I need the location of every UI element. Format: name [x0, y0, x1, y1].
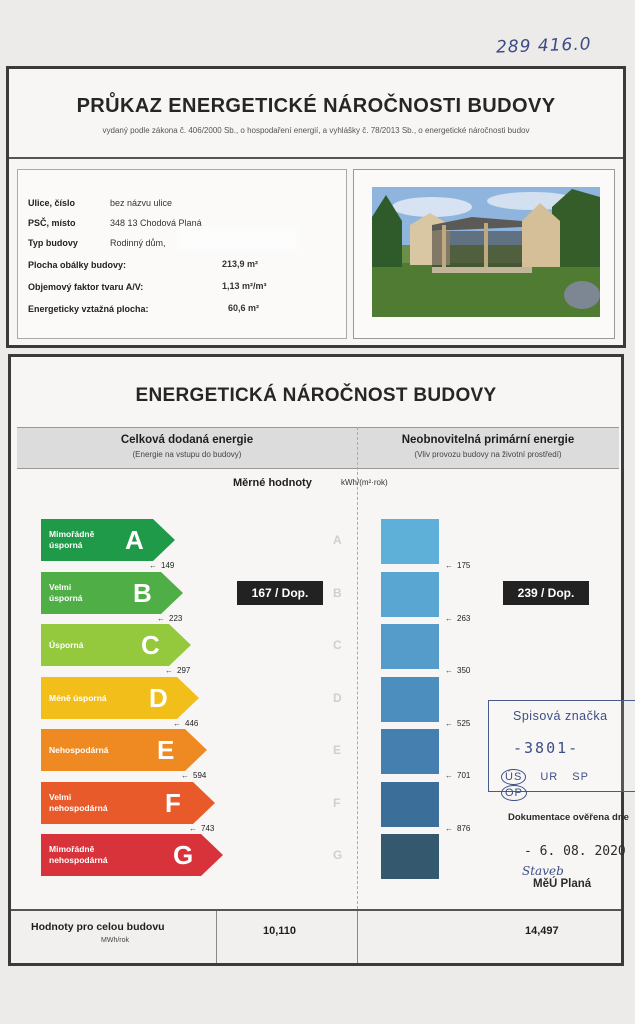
class-threshold-delivered: [157, 614, 182, 623]
stamp-codes: [501, 769, 635, 801]
primary-energy-bar: [381, 572, 439, 617]
class-label: úsporná: [49, 592, 83, 603]
document-subtitle: vydaný podle zákona č. 406/2000 Sb., o hospodaření energií, a vyhlášky č. 78/2013 Sb., o energetické náročnosti budov: [102, 126, 530, 135]
class-letter: D: [149, 682, 168, 713]
threshold-value: 263: [457, 613, 471, 623]
stamp-code: OP: [501, 785, 527, 801]
primary-energy-bar: [381, 834, 439, 879]
office-name: MěÚ Planá: [533, 878, 592, 890]
house-illustration: [372, 187, 600, 317]
threshold-value: 446: [185, 718, 199, 728]
totals-separator: [216, 911, 217, 963]
delivered-energy-indicator: 167 / Dop.: [237, 581, 323, 605]
info-value-envelope: 213,9 m²: [222, 259, 259, 269]
arrow-left-icon: ←: [157, 613, 165, 623]
divider: [9, 157, 623, 159]
info-label-type: Typ budovy: [28, 238, 78, 248]
threshold-value: 297: [177, 666, 191, 675]
arrow-left-icon: ←: [189, 823, 197, 833]
info-label-zip: PSČ, místo: [28, 218, 76, 228]
arrow-left-icon: ←: [445, 771, 453, 780]
class-threshold-primary: [445, 824, 470, 833]
class-threshold-primary: [445, 719, 470, 728]
class-threshold-primary: [445, 561, 470, 570]
threshold-value: 223: [169, 613, 183, 623]
info-label-shape-factor: Objemový faktor tvaru A/V:: [28, 282, 144, 292]
totals-label: Hodnoty pro celou budovu: [31, 921, 165, 933]
info-label-area: Energeticky vztažná plocha:: [28, 304, 149, 314]
class-label: Mimořádně: [49, 844, 95, 854]
ghost-class-letter: D: [333, 690, 342, 705]
class-letter: A: [125, 525, 144, 555]
info-value-street: bez názvu ulice: [110, 198, 173, 208]
class-threshold-delivered: [181, 771, 206, 780]
stamp-title: Spisová značka: [513, 709, 608, 723]
info-value-area: 60,6 m²: [228, 303, 260, 313]
primary-energy-indicator: 239 / Dop.: [503, 581, 589, 605]
class-threshold-delivered: [173, 719, 198, 728]
class-label: Mimořádně: [49, 529, 95, 539]
primary-energy-bar: [381, 519, 439, 564]
building-photo-frame: [353, 169, 615, 339]
energy-class-f: [41, 782, 215, 824]
totals-row: [11, 909, 621, 963]
class-threshold-delivered: [189, 824, 214, 833]
arrow-left-icon: ←: [181, 771, 189, 780]
header-box: [6, 66, 626, 348]
class-letter: C: [141, 630, 160, 660]
verification-date: - 6. 08. 2020: [524, 844, 626, 859]
document-title: PRŮKAZ ENERGETICKÉ NÁROČNOSTI BUDOVY: [76, 95, 556, 117]
threshold-value: 701: [457, 771, 471, 780]
threshold-value: 175: [457, 561, 471, 570]
class-letter: B: [133, 577, 152, 608]
handwritten-number: 289 416.0: [495, 34, 592, 58]
energy-class-e: [41, 729, 207, 771]
specific-values-label: Měrné hodnoty: [233, 477, 312, 489]
energy-class-d: [41, 677, 199, 719]
arrow-left-icon: ←: [445, 613, 453, 623]
ghost-class-letter: A: [333, 533, 342, 547]
class-label: Úsporná: [49, 640, 84, 650]
stamp-code: ÚS: [501, 769, 526, 785]
left-column-title: Celková dodaná energie: [120, 434, 254, 446]
total-primary-value: 14,497: [525, 925, 559, 937]
info-label-street: Ulice, číslo: [28, 198, 76, 208]
stamp-reference: -3801-: [513, 739, 580, 757]
redaction-blur: [178, 228, 298, 250]
stamp-code: UR: [540, 771, 559, 783]
info-value-shape-factor: 1,13 m²/m³: [222, 281, 267, 291]
ghost-class-letter: E: [333, 743, 342, 757]
class-threshold-primary: [445, 771, 470, 780]
threshold-value: 876: [457, 823, 471, 833]
energy-class-a: [41, 519, 175, 561]
total-delivered-value: 10,110: [263, 925, 297, 937]
stamp-code: SP: [572, 771, 589, 783]
primary-energy-bar: [381, 677, 439, 722]
totals-separator: [357, 911, 358, 963]
energy-class-b: [41, 572, 183, 614]
arrow-left-icon: ←: [149, 561, 157, 570]
arrow-left-icon: ←: [445, 666, 453, 675]
verification-text: Dokumentace ověřena dne: [508, 812, 629, 823]
primary-energy-bar: [381, 729, 439, 774]
left-column-header: [17, 427, 357, 469]
arrow-left-icon: ←: [173, 718, 181, 728]
arrow-left-icon: ←: [165, 666, 173, 675]
primary-energy-bar: [381, 782, 439, 827]
threshold-value: 149: [161, 561, 175, 570]
right-column-title: Neobnovitelná primární energie: [401, 434, 575, 446]
right-column-header: [357, 427, 619, 469]
class-label: Méně úsporná: [49, 692, 107, 703]
threshold-value: 525: [457, 718, 471, 728]
energy-class-c: [41, 624, 191, 666]
ghost-class-letter: F: [333, 795, 341, 810]
primary-energy-bar: [381, 624, 439, 669]
arrow-left-icon: ←: [445, 823, 453, 833]
class-threshold-delivered: [165, 666, 190, 675]
class-label: úsporná: [49, 540, 83, 550]
info-label-envelope: Plocha obálky budovy:: [28, 260, 127, 270]
ghost-class-letter: B: [333, 585, 342, 600]
class-label: Velmi: [49, 581, 72, 592]
energy-class-g: [41, 834, 223, 876]
unit-label: kWh/(m²·rok): [341, 478, 388, 487]
ghost-class-letter: C: [333, 638, 342, 652]
threshold-value: 743: [201, 823, 215, 833]
section-title: ENERGETICKÁ NÁROČNOST BUDOVY: [135, 385, 497, 406]
class-letter: F: [165, 787, 181, 818]
totals-unit: MWh/rok: [101, 937, 129, 944]
class-threshold-delivered: [149, 561, 174, 570]
ghost-class-letter: G: [333, 848, 343, 862]
right-column-subtitle: (Vliv provozu budovy na životní prostředí): [414, 450, 562, 459]
building-photo: [372, 187, 600, 317]
class-label: Nehospodárná: [49, 745, 109, 755]
arrow-left-icon: ←: [445, 561, 453, 570]
column-separator: [357, 427, 358, 909]
class-threshold-primary: [445, 614, 470, 623]
class-letter: G: [173, 840, 194, 870]
class-letter: E: [157, 735, 175, 765]
handwritten-signature-text: Staveb: [522, 864, 564, 878]
info-value-zip: 348 13 Chodová Planá: [110, 218, 202, 228]
threshold-value: 594: [193, 771, 207, 780]
class-label: Velmi: [49, 791, 72, 802]
building-info-panel: [17, 169, 347, 339]
threshold-value: 350: [457, 666, 471, 675]
class-threshold-primary: [445, 666, 470, 675]
info-value-type: Rodinný dům,: [110, 238, 166, 248]
office-stamp: [488, 700, 635, 799]
class-label: nehospodárná: [49, 855, 108, 865]
class-label: nehospodárná: [49, 802, 108, 813]
left-column-subtitle: (Energie na vstupu do budovy): [132, 450, 242, 459]
arrow-left-icon: ←: [445, 718, 453, 728]
